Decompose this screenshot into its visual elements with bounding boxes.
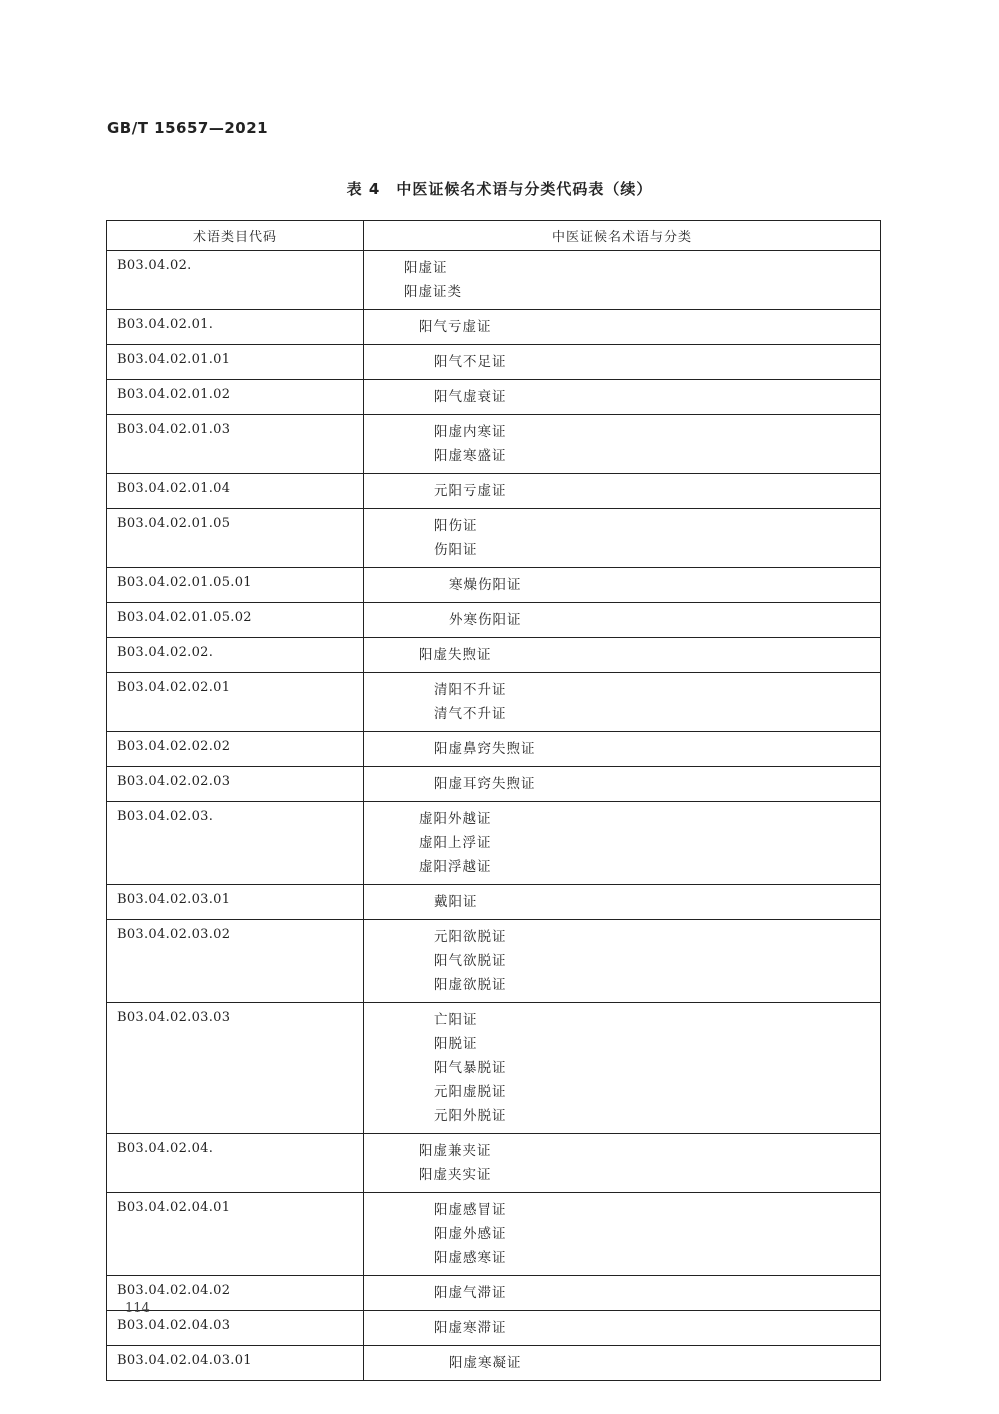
term-name: 阳虚鼻窍失煦证 <box>434 741 536 757</box>
table-row <box>107 1003 881 1134</box>
term-name: 阳虚寒凝证 <box>449 1355 522 1371</box>
term-code-cell: B03.04.02.01.05.01 <box>107 568 364 603</box>
term-code-cell: B03.04.02.04. <box>107 1134 364 1193</box>
table-row <box>107 1311 881 1346</box>
term-code-cell: B03.04.02.02.03 <box>107 767 364 802</box>
term-names-cell <box>364 638 881 673</box>
term-name: 阳虚兼夹证 <box>419 1143 492 1159</box>
term-name: 虚阳外越证 <box>419 811 492 827</box>
table-row <box>107 767 881 802</box>
term-name: 阳虚内寒证 <box>434 424 507 440</box>
term-name: 虚阳浮越证 <box>419 859 492 875</box>
term-code-cell: B03.04.02.02.02 <box>107 732 364 767</box>
term-name: 元阳虚脱证 <box>434 1084 507 1100</box>
term-names-cell <box>364 732 881 767</box>
term-code-cell: B03.04.02.02.01 <box>107 673 364 732</box>
term-code-cell: B03.04.02.01.01 <box>107 345 364 380</box>
term-names-cell <box>364 1003 881 1134</box>
table-row <box>107 638 881 673</box>
term-code-cell: B03.04.02.04.01 <box>107 1193 364 1276</box>
term-code-cell: B03.04.02.01.02 <box>107 380 364 415</box>
term-code-cell: B03.04.02.04.03 <box>107 1311 364 1346</box>
code-table <box>106 220 881 1381</box>
term-name: 阳气不足证 <box>434 354 507 370</box>
term-name: 伤阳证 <box>434 542 478 558</box>
term-code-cell: B03.04.02.04.03.01 <box>107 1346 364 1381</box>
term-name: 元阳外脱证 <box>434 1108 507 1124</box>
term-names-cell <box>364 1311 881 1346</box>
term-code-cell: B03.04.02.01. <box>107 310 364 345</box>
term-names-cell <box>364 380 881 415</box>
term-name: 阳虚感冒证 <box>434 1202 507 1218</box>
table-row <box>107 1346 881 1381</box>
term-name: 清气不升证 <box>434 706 507 722</box>
term-name: 阳脱证 <box>434 1036 478 1052</box>
term-names-cell <box>364 509 881 568</box>
term-name: 元阳亏虚证 <box>434 483 507 499</box>
term-name: 亡阳证 <box>434 1012 478 1028</box>
table-row <box>107 1134 881 1193</box>
term-names-cell <box>364 474 881 509</box>
table-row <box>107 885 881 920</box>
table-row <box>107 251 881 310</box>
table-row <box>107 380 881 415</box>
term-names-cell <box>364 415 881 474</box>
term-name: 阳气亏虚证 <box>419 319 492 335</box>
term-name: 阳虚寒盛证 <box>434 448 507 464</box>
term-name: 外寒伤阳证 <box>449 612 522 628</box>
page-number: 114 <box>125 1301 150 1316</box>
term-names-cell <box>364 251 881 310</box>
term-name: 阳气欲脱证 <box>434 953 507 969</box>
term-names-cell <box>364 885 881 920</box>
term-code-cell: B03.04.02. <box>107 251 364 310</box>
term-names-cell <box>364 568 881 603</box>
table-row <box>107 509 881 568</box>
term-names-cell <box>364 673 881 732</box>
term-names-cell <box>364 603 881 638</box>
term-name: 阳虚证类 <box>404 284 462 300</box>
table-header-row <box>107 221 881 251</box>
term-name: 虚阳上浮证 <box>419 835 492 851</box>
term-code-cell: B03.04.02.01.03 <box>107 415 364 474</box>
term-name: 阳虚欲脱证 <box>434 977 507 993</box>
table-title: 表 4 中医证候名术语与分类代码表（续） <box>346 180 653 198</box>
table-row <box>107 310 881 345</box>
table-row <box>107 603 881 638</box>
term-names-cell <box>364 1346 881 1381</box>
term-code-cell: B03.04.02.03.03 <box>107 1003 364 1134</box>
term-code-cell: B03.04.02.03. <box>107 802 364 885</box>
table-row <box>107 345 881 380</box>
term-code-cell: B03.04.02.01.05.02 <box>107 603 364 638</box>
table-row <box>107 802 881 885</box>
term-names-cell <box>364 310 881 345</box>
term-name: 阳虚夹实证 <box>419 1167 492 1183</box>
term-names-cell <box>364 920 881 1003</box>
table-row <box>107 673 881 732</box>
table-body <box>107 251 881 1381</box>
term-name: 清阳不升证 <box>434 682 507 698</box>
term-name: 阳虚失煦证 <box>419 647 492 663</box>
table-row <box>107 920 881 1003</box>
term-name: 阳虚寒滞证 <box>434 1320 507 1336</box>
term-code-cell: B03.04.02.01.05 <box>107 509 364 568</box>
column-header-code: 术语类目代码 <box>107 221 364 251</box>
column-header-terms: 中医证候名术语与分类 <box>364 221 881 251</box>
term-name: 寒燥伤阳证 <box>449 577 522 593</box>
term-name: 元阳欲脱证 <box>434 929 507 945</box>
term-names-cell <box>364 1134 881 1193</box>
table-row <box>107 415 881 474</box>
term-name: 阳虚证 <box>404 260 448 276</box>
term-name: 阳虚外感证 <box>434 1226 507 1242</box>
term-names-cell <box>364 767 881 802</box>
term-name: 阳虚气滞证 <box>434 1285 507 1301</box>
term-code-cell: B03.04.02.03.02 <box>107 920 364 1003</box>
term-names-cell <box>364 345 881 380</box>
term-name: 阳气虚衰证 <box>434 389 507 405</box>
term-names-cell <box>364 802 881 885</box>
table-row <box>107 1276 881 1311</box>
table-row <box>107 1193 881 1276</box>
term-name: 戴阳证 <box>434 894 478 910</box>
term-name: 阳气暴脱证 <box>434 1060 507 1076</box>
term-names-cell <box>364 1276 881 1311</box>
term-code-cell: B03.04.02.01.04 <box>107 474 364 509</box>
table-row <box>107 568 881 603</box>
term-code-cell: B03.04.02.03.01 <box>107 885 364 920</box>
term-code-cell: B03.04.02.04.02 <box>107 1276 364 1311</box>
table-row <box>107 474 881 509</box>
term-name: 阳虚感寒证 <box>434 1250 507 1266</box>
term-name: 阳伤证 <box>434 518 478 534</box>
table-row <box>107 732 881 767</box>
term-code-cell: B03.04.02.02. <box>107 638 364 673</box>
standard-code: GB/T 15657—2021 <box>107 119 269 137</box>
term-name: 阳虚耳窍失煦证 <box>434 776 536 792</box>
term-names-cell <box>364 1193 881 1276</box>
